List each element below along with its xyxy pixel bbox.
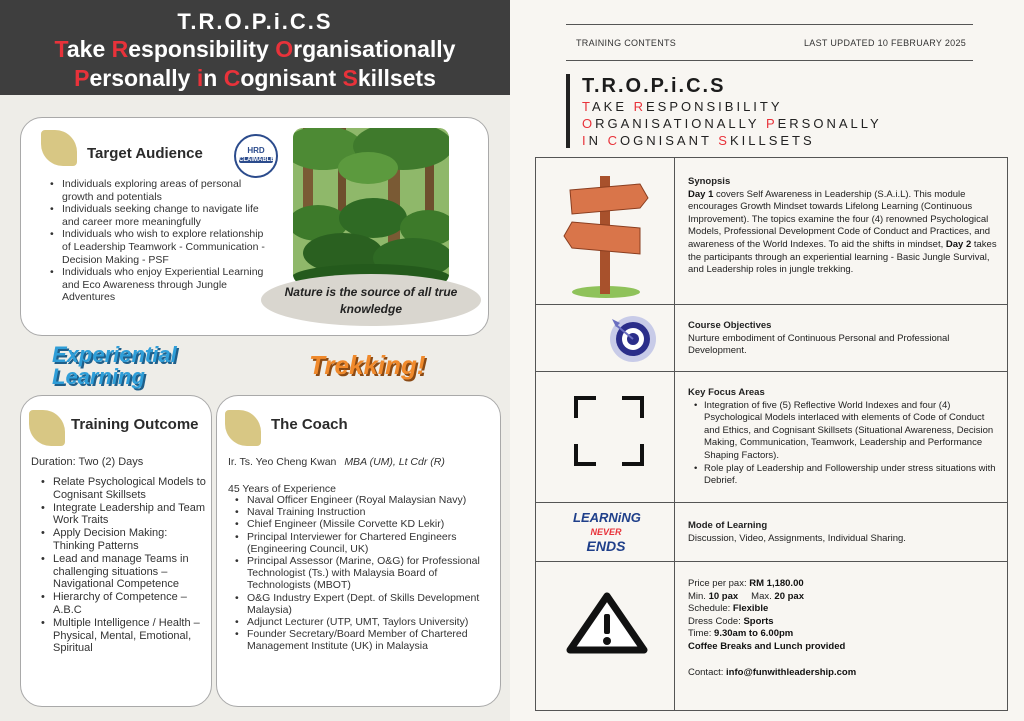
list-item: • Integration of five (5) Reflective World Indexes and four (4) Psychological Models interlaced with elements of Code of Conduct and Ethics, and Cognisant Skillsets (Situational Awareness, Decision Making, Communication, Teamwork, Leadership and Performance Shaping Factors). [688,400,997,463]
list-item: • Individuals exploring areas of personal growth and potentials [48,178,268,203]
coach-heading: The Coach [271,416,348,433]
target-audience-list [48,178,268,304]
left-title: T.R.O.P.i.C.S [177,9,333,34]
mode-text: Mode of Learning Discussion, Video, Assignments, Individual Sharing. [688,520,906,544]
list-item: • Naval Training Instruction [233,506,501,518]
training-outcome-list [39,476,209,655]
objectives-row [535,305,1008,372]
left-title-line-2: Personally in Cognisant Skillsets [74,65,436,91]
left-page [0,0,510,721]
coach-name: Ir. Ts. Yeo Cheng Kwan MBA (UM), Lt Cdr (R) [228,456,445,468]
leaf-icon [225,410,261,446]
coach-card [216,395,501,707]
section-label: TRAINING CONTENTS [576,38,677,48]
mode-row [535,503,1008,562]
hrd-claimable-badge: HRD CLAIMABLE [234,134,278,178]
right-page [510,0,1024,721]
top-rule [566,24,973,25]
synopsis-row [535,157,1008,305]
list-item: • Relate Psychological Models to Cognisant Skillsets [39,476,209,502]
list-item: • Role play of Leadership and Followership under stress situations with Debrief. [688,463,997,488]
price: Price per pax: RM 1,180.00 [688,578,804,589]
focus-row [535,372,1008,503]
dress-code: Dress Code: Sports [688,615,774,627]
trekking-banner: Trekking! [309,350,426,380]
list-item: • O&G Industry Expert (Dept. of Skills Development Malaysia) [233,592,501,616]
target-audience-card [20,117,489,336]
list-item: • Naval Officer Engineer (Royal Malaysian Navy) [233,494,501,506]
details-row [535,562,1008,711]
list-item: • Individuals who wish to explore relationship of Leadership Teamwork - Communication - Decision Making - PSF [48,228,268,266]
list-item: • Hierarchy of Competence – A.B.C [39,591,209,617]
header-rule [566,60,973,61]
list-item: • Principal Interviewer for Chartered Engineers (Engineering Council, UK) [233,531,501,555]
list-item: • Adjunct Lecturer (UTP, UMT, Taylors University) [233,616,501,628]
list-item: • Individuals seeking change to navigate life and career more meaningfully [48,203,268,228]
experiential-learning-banner: Experiential Learning [52,342,177,389]
duration-text: Duration: Two (2) Days [31,456,144,468]
training-outcome-card [20,395,212,707]
forest-image [293,128,449,284]
details-text [688,578,997,679]
leaf-icon [29,410,65,446]
warning-icon [536,562,675,710]
signpost-icon [536,158,675,304]
right-title: T.R.O.P.i.C.S [582,75,726,97]
meals: Coffee Breaks and Lunch provided [688,640,846,652]
list-item: • Lead and manage Teams in challenging situations – Navigational Competence [39,553,209,591]
list-item: • Principal Assessor (Marine, O&G) for Professional Technologist (Ts.) with Malaysia Board of Technologists (MBOT) [233,555,501,592]
list-item: • Multiple Intelligence / Health – Physical, Mental, Emotional, Spiritual [39,617,209,655]
last-updated: LAST UPDATED 10 FEBRUARY 2025 [804,38,967,48]
target-audience-heading: Target Audience [87,145,203,162]
right-title-line-1: TAKE RESPONSIBILITY [582,99,783,114]
focus-list [688,400,997,488]
leaf-icon [41,130,77,166]
list-item: • Apply Decision Making: Thinking Patterns [39,527,209,553]
training-outcome-heading: Training Outcome [71,416,199,433]
contact: Contact: info@funwithleadership.com [688,666,857,678]
right-title-line-3: IN COGNISANT SKILLSETS [582,133,815,148]
list-item: • Individuals who enjoy Experiential Learning and Eco Awareness through Jungle Adventures [48,266,268,304]
list-item: • Founder Secretary/Board Member of Chartered Management Institute (UK) in Malaysia [233,628,501,652]
nature-quote: Nature is the source of all true knowledge [261,274,481,326]
title-bar [566,74,570,148]
list-item: • Integrate Leadership and Team Work Traits [39,502,209,528]
contact-email[interactable]: info@funwithleadership.com [726,666,857,678]
synopsis-text: Synopsis Day 1 covers Self Awareness in Leadership (S.A.i.L). This module encourages Growth Mindset towards Lifelong Learning (Continuous Improvement). The topics examine the four (4) renowned Psychological Models, Professional Development Code of Conduct and Practices, and awareness of the World Indexes. To aid the shifts in mindset, Day 2 takes the participants through an experiential learning - Basic Jungle Survival, and Leadership roles in jungle trekking. [688,176,997,276]
time: Time: 9.30am to 6.00pm [688,628,794,640]
coach-list [233,494,501,653]
left-title-line-1: Take Responsibility Organisationally [54,36,456,62]
list-item: • Chief Engineer (Missile Corvette KD Lekir) [233,518,501,530]
objectives-text: Course Objectives Nurture embodiment of Continuous Personal and Professional Development. [688,320,950,357]
focus-frame-icon [536,372,675,502]
coach-years: 45 Years of Experience [228,483,336,495]
left-header [0,0,510,95]
learning-logo: LEARNiNG NEVER ENDS [536,503,675,561]
target-icon [536,305,675,371]
focus-text: Key Focus Areas • Integration of five (5) Reflective World Indexes and four (4) Psychological Models interlaced with elements of Code of Conduct and Ethics, and Cognisant Skillsets (Situational Awareness, Decision Making, Communication, Teamwork, Leadership and Performance Shaping Factors). • Role play of Leadership and Followership under stress situations with Debrief. [688,387,997,488]
schedule: Schedule: Flexible [688,603,769,615]
pax: Min. 10 pax Max. 20 pax [688,590,804,602]
right-title-line-2: ORGANISATIONALLY PERSONALLY [582,116,882,131]
